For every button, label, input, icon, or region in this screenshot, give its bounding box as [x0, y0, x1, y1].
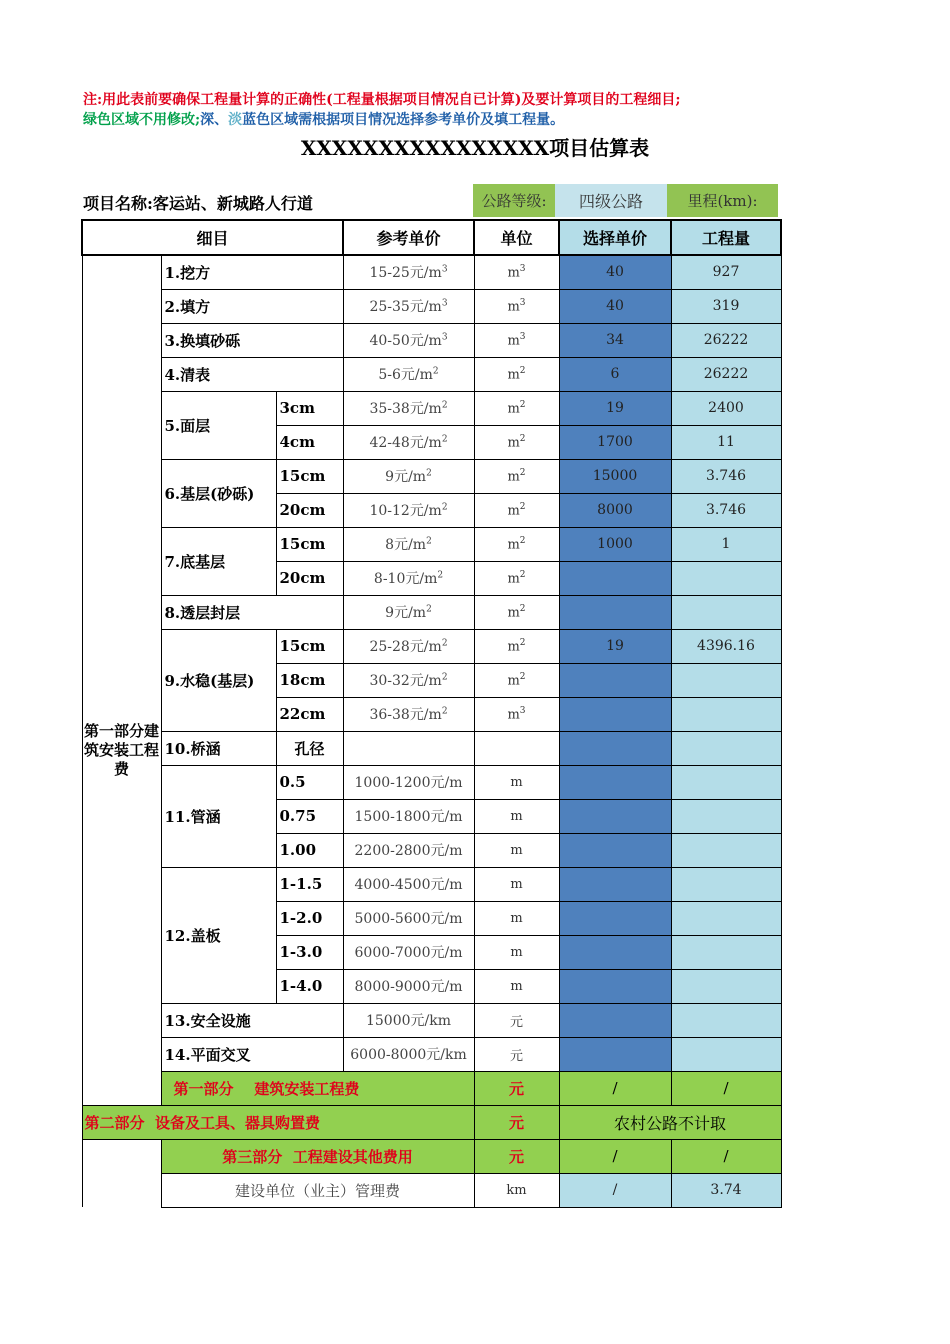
ref-price-text: 9元/m: [385, 469, 427, 485]
unit-cell: [474, 901, 559, 935]
sub-item-cell: 1-1.5: [276, 867, 343, 901]
quantity-cell[interactable]: [671, 697, 781, 731]
unit-cell: [474, 391, 559, 425]
ref-price-text: 25-35元/m: [369, 299, 442, 315]
ref-price-cell: [343, 697, 474, 731]
ref-price-text: 1500-1800元/m: [354, 809, 463, 825]
select-price-cell[interactable]: [559, 663, 671, 697]
ref-price-text: 10-12元/m: [369, 503, 442, 519]
select-price-cell[interactable]: [559, 901, 671, 935]
mgmt-fee-unit: km: [474, 1173, 559, 1207]
ref-price-exponent: 3: [441, 298, 448, 309]
unit-text: 元: [509, 1048, 523, 1064]
sub-item-cell: 18cm: [276, 663, 343, 697]
quantity-cell[interactable]: 927: [671, 255, 781, 289]
ref-price-exponent: 2: [441, 672, 448, 683]
part3-blank: [82, 1139, 161, 1207]
unit-text: m: [507, 605, 520, 621]
sub-item-cell: 15cm: [276, 459, 343, 493]
unit-cell: [474, 595, 559, 629]
quantity-cell[interactable]: [671, 663, 781, 697]
table-row: [82, 867, 781, 901]
select-price-cell[interactable]: [559, 833, 671, 867]
item-cell: 10.桥涵: [161, 731, 276, 765]
ref-price-text: 6000-7000元/m: [354, 945, 463, 961]
ref-price-text: 5000-5600元/m: [354, 911, 463, 927]
unit-cell: [474, 459, 559, 493]
part2-label: 第二部分 设备及工具、器具购置费: [82, 1105, 474, 1139]
unit-text: m: [507, 537, 520, 553]
unit-text: m: [507, 265, 520, 281]
table-row: [82, 323, 781, 357]
note-deep: 深、: [200, 112, 229, 128]
sub-item-cell: 20cm: [276, 561, 343, 595]
ref-price-text: 1000-1200元/m: [354, 775, 463, 791]
part1-label-cell: 第一部分建筑安装工程费: [82, 255, 161, 1105]
select-price-cell[interactable]: [559, 561, 671, 595]
select-price-cell[interactable]: [559, 969, 671, 1003]
select-price-cell[interactable]: 19: [559, 629, 671, 663]
ref-price-cell: [343, 289, 474, 323]
ref-price-cell: [343, 731, 474, 765]
select-price-cell[interactable]: [559, 1003, 671, 1037]
unit-cell: [474, 935, 559, 969]
unit-text: m: [510, 910, 523, 926]
select-price-cell[interactable]: 1700: [559, 425, 671, 459]
item-cell: 3.换填砂砾: [161, 323, 343, 357]
select-price-cell[interactable]: 40: [559, 289, 671, 323]
grade-label: 公路等级:: [473, 184, 555, 217]
unit-text: m: [507, 333, 520, 349]
part1-total-label: 第一部分 建筑安装工程费: [161, 1071, 474, 1105]
unit-text: m: [507, 673, 520, 689]
unit-cell: [474, 697, 559, 731]
unit-exponent: 2: [519, 671, 526, 682]
table-row: [82, 357, 781, 391]
part3-label: 第三部分 工程建设其他费用: [161, 1139, 474, 1173]
select-price-cell[interactable]: 8000: [559, 493, 671, 527]
part3-unit: 元: [474, 1139, 559, 1173]
select-price-cell[interactable]: [559, 1037, 671, 1071]
unit-text: m: [510, 876, 523, 892]
ref-price-cell: [343, 357, 474, 391]
item-cell: 6.基层(砂砾): [161, 459, 276, 527]
unit-exponent: 3: [519, 264, 526, 275]
unit-text: m: [507, 469, 520, 485]
header-item: 细目: [82, 220, 343, 255]
ref-price-exponent: 2: [441, 502, 448, 513]
unit-exponent: 2: [519, 569, 526, 580]
ref-price-exponent: 2: [441, 706, 448, 717]
header-row: [82, 220, 781, 255]
unit-cell: [474, 969, 559, 1003]
select-price-cell[interactable]: [559, 935, 671, 969]
select-price-cell[interactable]: [559, 595, 671, 629]
ref-price-cell: [343, 425, 474, 459]
part3-sel: /: [559, 1139, 671, 1173]
quantity-cell[interactable]: [671, 901, 781, 935]
quantity-cell[interactable]: [671, 731, 781, 765]
quantity-cell[interactable]: [671, 935, 781, 969]
header-quantity: 工程量: [671, 220, 781, 255]
quantity-cell[interactable]: 2400: [671, 391, 781, 425]
ref-price-exponent: 2: [432, 366, 439, 377]
table-row: [82, 527, 781, 561]
ref-price-cell: [343, 833, 474, 867]
item-cell: 9.水稳(基层): [161, 629, 276, 731]
select-price-cell[interactable]: [559, 731, 671, 765]
ref-price-cell: [343, 901, 474, 935]
ref-price-cell: [343, 867, 474, 901]
ref-price-text: 8-10元/m: [373, 571, 438, 587]
project-name: 项目名称:客运站、新城路人行道: [83, 194, 313, 213]
ref-price-text: 9元/m: [385, 605, 427, 621]
note-blue-area: 蓝色区域需根据项目情况选择参考单价及填工程量。: [242, 112, 565, 128]
unit-exponent: 2: [519, 467, 526, 478]
page-title: XXXXXXXXXXXXXXXX项目估算表: [300, 136, 650, 160]
sub-item-cell: 0.5: [276, 765, 343, 799]
unit-cell: [474, 765, 559, 799]
unit-cell: [474, 731, 559, 765]
table-row: [82, 629, 781, 663]
quantity-cell[interactable]: 319: [671, 289, 781, 323]
ref-price-cell: [343, 391, 474, 425]
quantity-cell[interactable]: [671, 561, 781, 595]
item-cell: 7.底基层: [161, 527, 276, 595]
quantity-cell[interactable]: 3.746: [671, 459, 781, 493]
unit-cell: [474, 527, 559, 561]
item-cell: 2.填方: [161, 289, 343, 323]
estimate-table: [81, 219, 782, 1208]
unit-text: m: [510, 978, 523, 994]
sub-item-cell: 0.75: [276, 799, 343, 833]
unit-text: m: [510, 842, 523, 858]
quantity-cell[interactable]: 1: [671, 527, 781, 561]
unit-cell: [474, 1003, 559, 1037]
ref-price-text: 15000元/km: [365, 1013, 451, 1029]
unit-exponent: 2: [519, 637, 526, 648]
unit-text: m: [507, 503, 520, 519]
part2-merged: 农村公路不计取: [559, 1105, 781, 1139]
unit-cell: [474, 255, 559, 289]
ref-price-cell: [343, 799, 474, 833]
total-row-part1: [82, 1071, 781, 1105]
mgmt-fee-label: 建设单位（业主）管理费: [161, 1173, 474, 1207]
quantity-cell[interactable]: [671, 1003, 781, 1037]
table-row: [82, 765, 781, 799]
unit-text: m: [507, 639, 520, 655]
mgmt-fee-sel[interactable]: /: [559, 1173, 671, 1207]
ref-price-exponent: 2: [426, 536, 432, 547]
mgmt-fee-row: [82, 1173, 781, 1207]
sub-item-cell: 1-3.0: [276, 935, 343, 969]
quantity-cell[interactable]: [671, 765, 781, 799]
sub-item-cell: 15cm: [276, 527, 343, 561]
unit-text: m: [507, 367, 520, 383]
unit-exponent: 2: [519, 603, 526, 614]
item-cell: 8.透层封层: [161, 595, 343, 629]
unit-cell: [474, 663, 559, 697]
select-price-cell[interactable]: 19: [559, 391, 671, 425]
ref-price-text: 35-38元/m: [369, 401, 442, 417]
item-cell: 14.平面交叉: [161, 1037, 343, 1071]
select-price-cell[interactable]: [559, 697, 671, 731]
unit-exponent: 2: [519, 365, 526, 376]
unit-cell: [474, 323, 559, 357]
select-price-cell[interactable]: [559, 867, 671, 901]
ref-price-exponent: 2: [441, 638, 448, 649]
quantity-cell[interactable]: [671, 867, 781, 901]
ref-price-cell: [343, 527, 474, 561]
item-cell: 5.面层: [161, 391, 276, 459]
ref-price-text: 15-25元/m: [369, 265, 442, 282]
ref-price-exponent: 2: [441, 400, 448, 411]
unit-text: m: [510, 774, 523, 790]
ref-price-text: 40-50元/m: [369, 333, 442, 349]
unit-cell: [474, 629, 559, 663]
header-unit: 单位: [474, 220, 559, 255]
ref-price-exponent: 3: [441, 332, 448, 343]
quantity-cell[interactable]: 4396.16: [671, 629, 781, 663]
ref-price-text: 25-28元/m: [369, 639, 442, 655]
ref-price-text: 6000-8000元/km: [350, 1047, 467, 1063]
part1-total-unit: 元: [474, 1071, 559, 1105]
item-cell: 4.清表: [161, 357, 343, 391]
table-row: [82, 391, 781, 425]
sub-item-cell: 22cm: [276, 697, 343, 731]
ref-price-exponent: 2: [426, 604, 432, 615]
ref-price-text: 5-6元/m: [378, 367, 433, 383]
sub-item-cell: 20cm: [276, 493, 343, 527]
unit-cell: [474, 425, 559, 459]
unit-text: m: [507, 401, 520, 417]
quantity-cell[interactable]: 3.746: [671, 493, 781, 527]
unit-cell: [474, 833, 559, 867]
ref-price-cell: [343, 969, 474, 1003]
unit-text: m: [507, 435, 520, 451]
unit-text: m: [510, 808, 523, 824]
ref-price-cell: [343, 765, 474, 799]
select-price-cell[interactable]: 15000: [559, 459, 671, 493]
unit-cell: [474, 357, 559, 391]
ref-price-cell: [343, 459, 474, 493]
ref-price-cell: [343, 629, 474, 663]
ref-price-text: 4000-4500元/m: [354, 877, 463, 893]
select-price-cell[interactable]: 1000: [559, 527, 671, 561]
table-row: [82, 289, 781, 323]
unit-text: 元: [509, 1014, 523, 1030]
ref-price-cell: [343, 935, 474, 969]
note-line-1: 注:用此表前要确保工程量计算的正确性(工程量根据项目情况自已计算)及要计算项目的工程细目;: [83, 92, 681, 108]
unit-cell: [474, 867, 559, 901]
ref-price-exponent: 2: [437, 570, 444, 581]
unit-exponent: 3: [519, 331, 526, 342]
ref-price-text: 2200-2800元/m: [354, 843, 463, 859]
table-row: [82, 459, 781, 493]
ref-price-exponent: 2: [426, 468, 432, 479]
select-price-cell[interactable]: [559, 799, 671, 833]
item-cell: 11.管涵: [161, 765, 276, 867]
quantity-cell[interactable]: [671, 1037, 781, 1071]
unit-exponent: 3: [519, 705, 526, 716]
item-cell: 1.挖方: [161, 255, 343, 289]
unit-cell: [474, 799, 559, 833]
note-green-area: 绿色区域不用修改;: [83, 112, 201, 128]
unit-exponent: 2: [519, 399, 526, 410]
quantity-cell[interactable]: 26222: [671, 357, 781, 391]
unit-cell: [474, 289, 559, 323]
unit-text: m: [507, 571, 520, 587]
sub-item-cell: 1-2.0: [276, 901, 343, 935]
quantity-cell[interactable]: [671, 833, 781, 867]
sub-item-cell: 1.00: [276, 833, 343, 867]
ref-price-cell: [343, 1003, 474, 1037]
table-row: [82, 255, 781, 289]
ref-price-text: 8000-9000元/m: [354, 979, 463, 995]
ref-price-cell: [343, 255, 474, 289]
ref-price-cell: [343, 1037, 474, 1071]
unit-exponent: 3: [519, 297, 526, 308]
part1-total-sel: /: [559, 1071, 671, 1105]
select-price-cell[interactable]: 6: [559, 357, 671, 391]
quantity-cell[interactable]: 11: [671, 425, 781, 459]
ref-price-cell: [343, 323, 474, 357]
table-row: [82, 1037, 781, 1071]
table-row: [82, 1003, 781, 1037]
header-select-price: 选择单价: [559, 220, 671, 255]
part2-unit: 元: [474, 1105, 559, 1139]
item-cell: 12.盖板: [161, 867, 276, 1003]
ref-price-cell: [343, 493, 474, 527]
mileage-label: 里程(km):: [667, 184, 778, 217]
ref-price-cell: [343, 561, 474, 595]
unit-exponent: 2: [519, 433, 526, 444]
ref-price-cell: [343, 663, 474, 697]
part1-total-qty: /: [671, 1071, 781, 1105]
header-ref-price: 参考单价: [343, 220, 474, 255]
ref-price-text: 8元/m: [385, 537, 427, 553]
unit-exponent: 2: [519, 535, 526, 546]
unit-cell: [474, 1037, 559, 1071]
total-row-part2: [82, 1105, 781, 1139]
unit-text: m: [510, 944, 523, 960]
select-price-cell[interactable]: [559, 765, 671, 799]
ref-price-exponent: 3: [441, 264, 448, 275]
select-price-cell[interactable]: 34: [559, 323, 671, 357]
sub-item-cell: 1-4.0: [276, 969, 343, 1003]
sub-item-cell: 3cm: [276, 391, 343, 425]
mgmt-fee-qty[interactable]: 3.74: [671, 1173, 781, 1207]
select-price-cell[interactable]: 40: [559, 255, 671, 289]
sub-item-cell: 15cm: [276, 629, 343, 663]
grade-value[interactable]: 四级公路: [555, 184, 667, 217]
unit-cell: [474, 561, 559, 595]
table-row: [82, 731, 781, 765]
note-light: 淡: [228, 112, 243, 128]
quantity-cell[interactable]: 26222: [671, 323, 781, 357]
item-cell: 13.安全设施: [161, 1003, 343, 1037]
sub-item-cell: 孔径: [276, 731, 343, 765]
quantity-cell[interactable]: [671, 595, 781, 629]
quantity-cell[interactable]: [671, 799, 781, 833]
table-row: [82, 595, 781, 629]
ref-price-exponent: 2: [441, 434, 448, 445]
ref-price-text: 42-48元/m: [369, 435, 442, 451]
part3-qty: /: [671, 1139, 781, 1173]
total-row-part3: [82, 1139, 781, 1173]
sub-item-cell: 4cm: [276, 425, 343, 459]
unit-cell: [474, 493, 559, 527]
ref-price-cell: [343, 595, 474, 629]
unit-text: m: [507, 707, 520, 723]
ref-price-text: 36-38元/m: [369, 707, 442, 723]
note-line-2: [83, 109, 564, 129]
unit-text: m: [507, 299, 520, 315]
quantity-cell[interactable]: [671, 969, 781, 1003]
unit-exponent: 2: [519, 501, 526, 512]
ref-price-text: 30-32元/m: [369, 673, 442, 689]
